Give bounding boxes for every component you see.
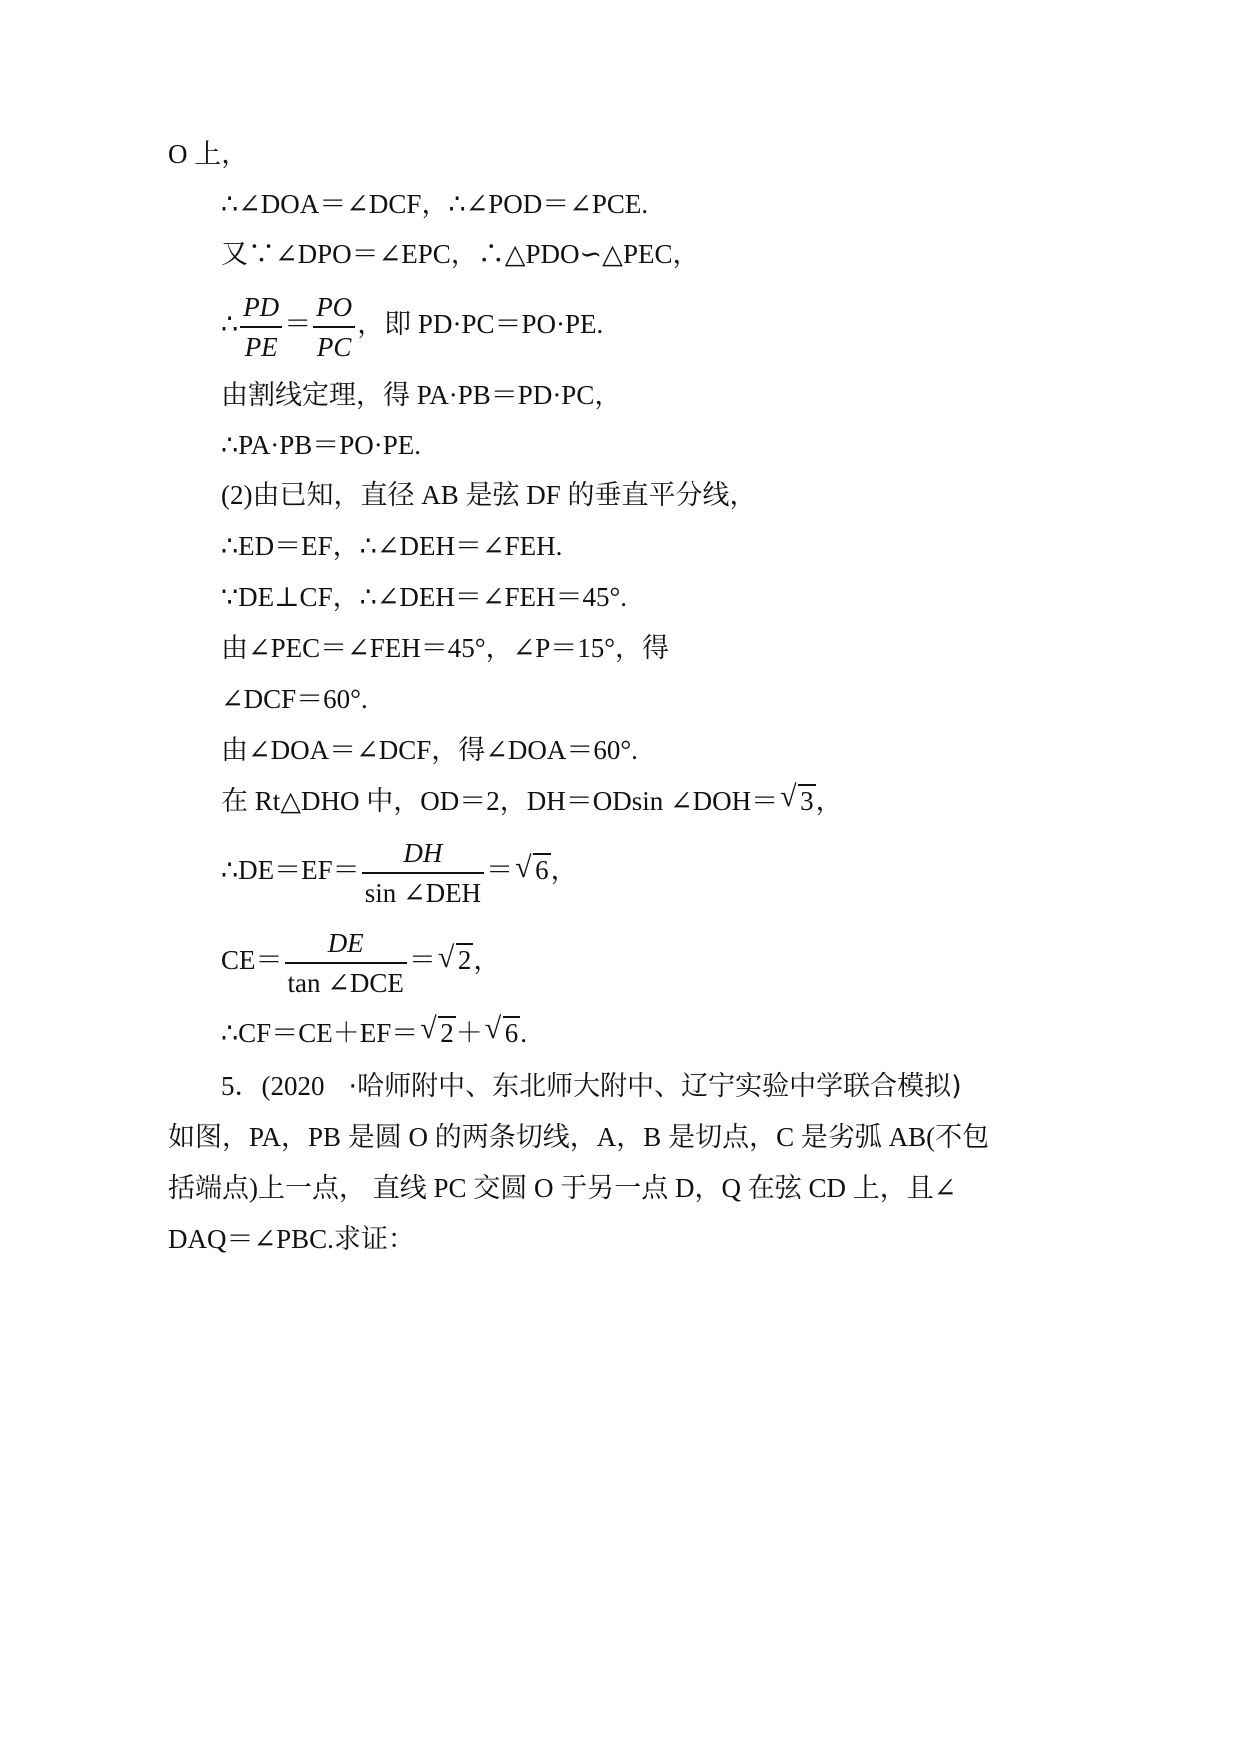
text-line: 如图，PA，PB 是圆 O 的两条切线，A，B 是切点，C 是劣弧 AB(不包 <box>168 1122 990 1152</box>
denominator: PC <box>313 326 355 362</box>
text-segment: ∴CF＝CE＋EF＝ <box>221 1018 419 1048</box>
text-line: ∴ED＝EF，∴∠DEH＝∠FEH. <box>221 531 563 561</box>
fraction-line <box>221 292 603 362</box>
square-root <box>515 851 551 886</box>
text-line: ∠DCF＝60°. <box>221 684 368 714</box>
fraction <box>313 292 355 362</box>
radicand: 2 <box>440 1018 454 1048</box>
punctuation: ， <box>815 786 843 816</box>
problem-source: ·哈师附中、东北师大附中、辽宁实验中学联合模拟) <box>348 1071 962 1102</box>
text-line: 括端点)上一点， 直线 PC 交圆 O 于另一点 D，Q 在弦 CD 上，且∠ <box>168 1173 957 1203</box>
fraction <box>240 292 282 362</box>
problem-header <box>221 1069 962 1104</box>
text-line: 由割线定理，得 PA·PB＝PD·PC， <box>221 380 622 410</box>
radical-sign: √ <box>420 1012 437 1045</box>
text-line: ∴∠DOA＝∠DCF，∴∠POD＝∠PCE. <box>221 189 649 219</box>
equals-sign: ＝ <box>486 855 514 886</box>
radical-sign: √ <box>515 851 532 885</box>
radicand: 3 <box>800 786 814 816</box>
text-line: O 上， <box>168 139 249 169</box>
fraction <box>285 928 407 998</box>
numerator: DH <box>403 838 443 868</box>
radicand: 6 <box>504 1018 519 1048</box>
radical-sign: √ <box>780 780 797 813</box>
text-line: 由∠DOA＝∠DCF，得∠DOA＝60°. <box>221 735 638 765</box>
text-line: DAQ＝∠PBC.求证： <box>168 1224 415 1254</box>
text-line: 由∠PEC＝∠FEH＝45°，∠P＝15°，得 <box>221 633 670 663</box>
square-root <box>437 941 474 976</box>
denominator: PE <box>240 326 282 362</box>
numerator: DE <box>327 928 364 958</box>
text-line <box>221 780 843 818</box>
text-line: (2)由已知，直径 AB 是弦 DF 的垂直平分线， <box>221 480 757 510</box>
radical-sign: √ <box>484 1012 502 1045</box>
fraction <box>362 838 484 908</box>
square-root <box>484 1012 521 1050</box>
text-line: ∴PA·PB＝PO·PE. <box>221 430 421 460</box>
text-line: ∵DE⊥CF，∴∠DEH＝∠FEH＝45°. <box>221 582 628 612</box>
equals-sign: ＝ <box>408 945 436 976</box>
text-line <box>221 1012 527 1050</box>
text-segment: ，即 PD·PC＝PO·PE. <box>357 309 604 340</box>
equals-sign: ＝ <box>284 309 312 340</box>
radicand: 6 <box>535 855 549 886</box>
punctuation: ， <box>550 855 578 886</box>
square-root <box>780 780 816 818</box>
denominator: sin ∠DEH <box>362 872 484 908</box>
denominator: tan ∠DCE <box>285 962 407 998</box>
text-segment: ∴DE＝EF＝ <box>221 855 360 886</box>
radicand: 2 <box>457 945 472 976</box>
numerator: PD <box>243 292 280 322</box>
fraction-line <box>221 928 500 998</box>
problem-number: 5．(2020 <box>221 1071 325 1101</box>
numerator: PO <box>316 292 353 322</box>
plus-sign: ＋ <box>455 1018 483 1048</box>
therefore-symbol: ∴ <box>221 309 239 340</box>
fraction-line <box>221 838 578 908</box>
text-segment: CE＝ <box>221 945 283 976</box>
square-root <box>420 1012 456 1050</box>
radical-sign: √ <box>437 941 455 975</box>
text-line: 又∵∠DPO＝∠EPC，∴△PDO∽△PEC， <box>221 239 700 269</box>
text-segment: 在 Rt△DHO 中，OD＝2，DH＝ODsin ∠DOH＝ <box>221 786 779 816</box>
punctuation: . <box>520 1018 527 1048</box>
punctuation: ， <box>473 945 501 976</box>
